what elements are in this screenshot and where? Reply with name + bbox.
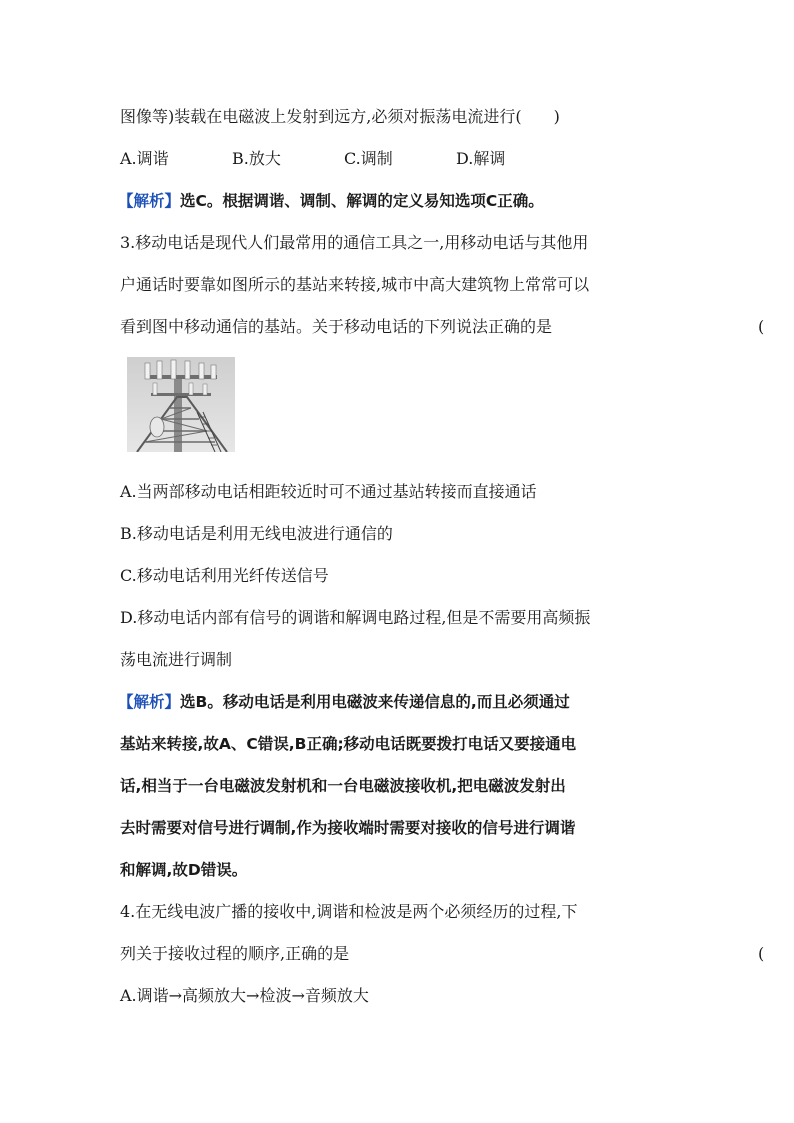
q2-options xyxy=(120,149,505,169)
q3-answer-paren: ( xyxy=(758,317,765,336)
q3-analysis-line-1 xyxy=(118,692,570,712)
q3-option-b: B.移动电话是利用无线电波进行通信的 xyxy=(120,524,393,543)
q3-option-c: C.移动电话利用光纤传送信号 xyxy=(120,566,329,585)
q2-option-d: D.解调 xyxy=(456,149,506,168)
q2-option-b: B.放大 xyxy=(232,149,281,168)
q4-option-a: A.调谐→高频放大→检波→音频放大 xyxy=(120,986,369,1005)
q3-stem-line-1: 3.移动电话是现代人们最常用的通信工具之一,用移动电话与其他用 xyxy=(120,233,589,252)
q3-option-d-line-1: D.移动电话内部有信号的调谐和解调电路过程,但是不需要用高频振 xyxy=(120,608,591,627)
q4-answer-paren: ( xyxy=(758,944,765,963)
q3-stem-line-3: 看到图中移动通信的基站。关于移动电话的下列说法正确的是 xyxy=(120,317,553,336)
analysis-tag: 【解析】 xyxy=(118,693,181,711)
q4-stem-line-2: 列关于接收过程的顺序,正确的是 xyxy=(120,944,350,963)
q3-option-d-line-2: 荡电流进行调制 xyxy=(120,650,233,669)
q3-analysis-line-4: 去时需要对信号进行调制,作为接收端时需要对接收的信号进行调谐 xyxy=(120,819,576,837)
q2-option-a: A.调谐 xyxy=(120,149,169,168)
tower-illustration xyxy=(127,357,235,452)
q3-analysis-line-5: 和解调,故D错误。 xyxy=(120,861,248,879)
q2-option-c: C.调制 xyxy=(344,149,393,168)
q3-option-a: A.当两部移动电话相距较近时可不通过基站转接而直接通话 xyxy=(120,482,537,501)
analysis-tag: 【解析】 xyxy=(118,192,181,210)
q3-analysis-line-3: 话,相当于一台电磁波发射机和一台电磁波接收机,把电磁波发射出 xyxy=(120,777,566,795)
analysis-text: 选B。移动电话是利用电磁波来传递信息的,而且必须通过 xyxy=(180,693,570,711)
q4-stem-line-1: 4.在无线电波广播的接收中,调谐和检波是两个必须经历的过程,下 xyxy=(120,902,578,921)
q2-stem: 图像等)装载在电磁波上发射到远方,必须对振荡电流进行( ) xyxy=(120,107,560,126)
q2-analysis xyxy=(118,191,544,211)
q3-stem-line-2: 户通话时要靠如图所示的基站来转接,城市中高大建筑物上常常可以 xyxy=(120,275,590,294)
base-station-photo xyxy=(127,357,235,452)
q3-analysis-line-2: 基站来转接,故A、C错误,B正确;移动电话既要拨打电话又要接通电 xyxy=(120,735,577,753)
analysis-text: 选C。根据调谐、调制、解调的定义易知选项C正确。 xyxy=(180,192,544,210)
